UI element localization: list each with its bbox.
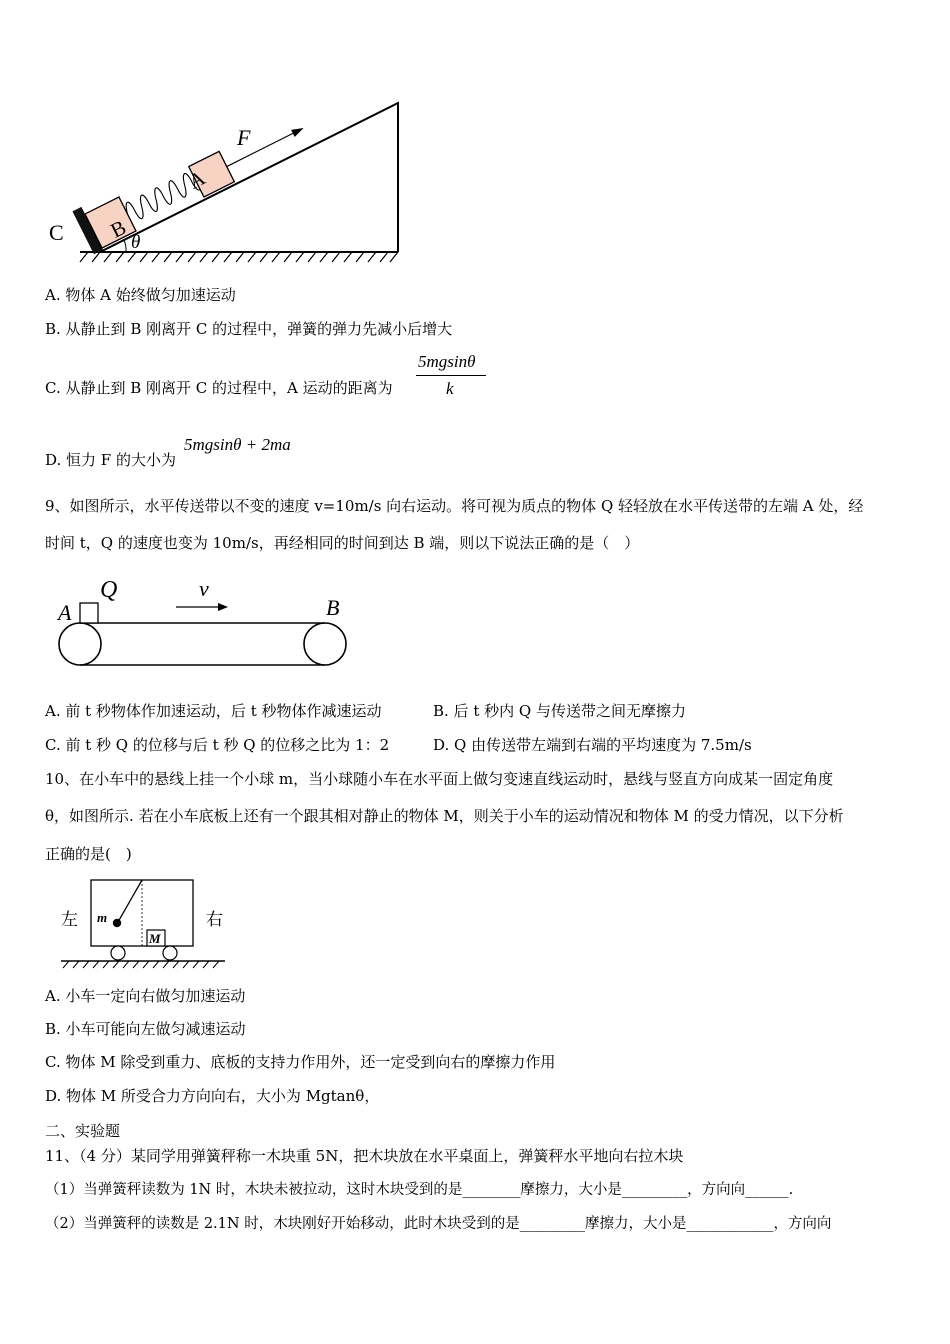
q10-stem-line2: θ，如图所示. 若在小车底板上还有一个跟其相对静止的物体 M，则关于小车的运动情况和物体 M 的受力情况，以下分析	[45, 807, 844, 825]
label-v: v	[199, 576, 209, 601]
q9-stem-line2: 时间 t，Q 的速度也变为 10m/s，再经相同的时间到达 B 端，则以下说法正确的是（ ）	[45, 534, 640, 552]
incline-figure	[40, 95, 410, 275]
pendulum-string	[118, 880, 142, 922]
label-b: B	[106, 215, 130, 243]
pendulum-ball	[113, 919, 121, 927]
q8-option-c: C. 从静止到 B 刚离开 C 的过程中，A 运动的距离为	[45, 379, 393, 397]
label-f: F	[237, 125, 251, 150]
object-q	[80, 603, 98, 623]
q8-option-d: D. 恒力 F 的大小为	[45, 451, 176, 469]
section-heading: 二、实验题	[45, 1122, 121, 1140]
q9-stem-line1: 9、如图所示，水平传送带以不变的速度 v=10m/s 向右运动。将可视为质点的物体 Q 轻轻放在水平传送带的左端 A 处，经	[45, 497, 864, 515]
q11-part1: （1）当弹簧秤读数为 1N 时，木块未被拉动，这时木块受到的是________摩擦力，大小是_________，方向向______.	[45, 1182, 794, 1198]
q10-stem-line1: 10、在小车中的悬线上挂一个小球 m，当小球随小车在水平面上做匀变速直线运动时，悬线与竖直方向成某一固定角度	[45, 770, 834, 788]
q10-option-a: A. 小车一定向右做匀加速运动	[45, 987, 246, 1005]
q9-option-b: B. 后 t 秒内 Q 与传送带之间无摩擦力	[433, 702, 686, 720]
label-q: Q	[100, 577, 118, 603]
q8-d-expression: 5mgsinθ + 2ma	[184, 435, 291, 454]
q8-c-fraction	[416, 352, 488, 400]
right-wheel	[163, 946, 177, 960]
left-wheel	[111, 946, 125, 960]
q10-option-c: C. 物体 M 除受到重力、底板的支持力作用外，还一定受到向右的摩擦力作用	[45, 1053, 556, 1071]
label-a: A	[184, 165, 209, 194]
q10-option-b: B. 小车可能向左做匀减速运动	[45, 1020, 246, 1038]
q8-option-a: A. 物体 A 始终做匀加速运动	[45, 286, 236, 304]
q10-option-d: D. 物体 M 所受合力方向向右，大小为 Mgtanθ，	[45, 1087, 380, 1105]
label-theta: θ	[131, 232, 141, 253]
right-pulley	[304, 623, 346, 665]
q8-c-numerator: 5mgsinθ	[418, 352, 476, 371]
q9-option-d: D. Q 由传送带左端到右端的平均速度为 7.5m/s	[433, 736, 752, 754]
label-m-small: m	[97, 910, 108, 925]
label-b: B	[326, 595, 340, 620]
label-right: 右	[206, 910, 223, 929]
q9-option-c: C. 前 t 秒 Q 的位移与后 t 秒 Q 的位移之比为 1：2	[45, 736, 390, 754]
label-m-big: M	[149, 931, 161, 946]
q11-part2: （2）当弹簧秤的读数是 2.1N 时，木块刚好开始移动，此时木块受到的是_________摩擦力，大小是____________，方向向	[45, 1216, 832, 1232]
left-pulley	[59, 623, 101, 665]
q10-stem-line3: 正确的是( )	[45, 845, 132, 863]
cart-figure	[55, 875, 235, 975]
q8-option-b: B. 从静止到 B 刚离开 C 的过程中，弹簧的弹力先减小后增大	[45, 320, 453, 338]
q8-c-denominator: k	[446, 379, 454, 398]
label-c: C	[49, 220, 64, 245]
q11-stem: 11、（4 分）某同学用弹簧秤称一木块重 5N，把木块放在水平桌面上，弹簧秤水平地向右拉木块	[45, 1147, 684, 1165]
label-left: 左	[61, 910, 78, 929]
label-a: A	[58, 600, 72, 625]
conveyor-figure	[50, 570, 360, 670]
q9-option-a: A. 前 t 秒物体作加速运动，后 t 秒物体作减速运动	[45, 702, 382, 720]
